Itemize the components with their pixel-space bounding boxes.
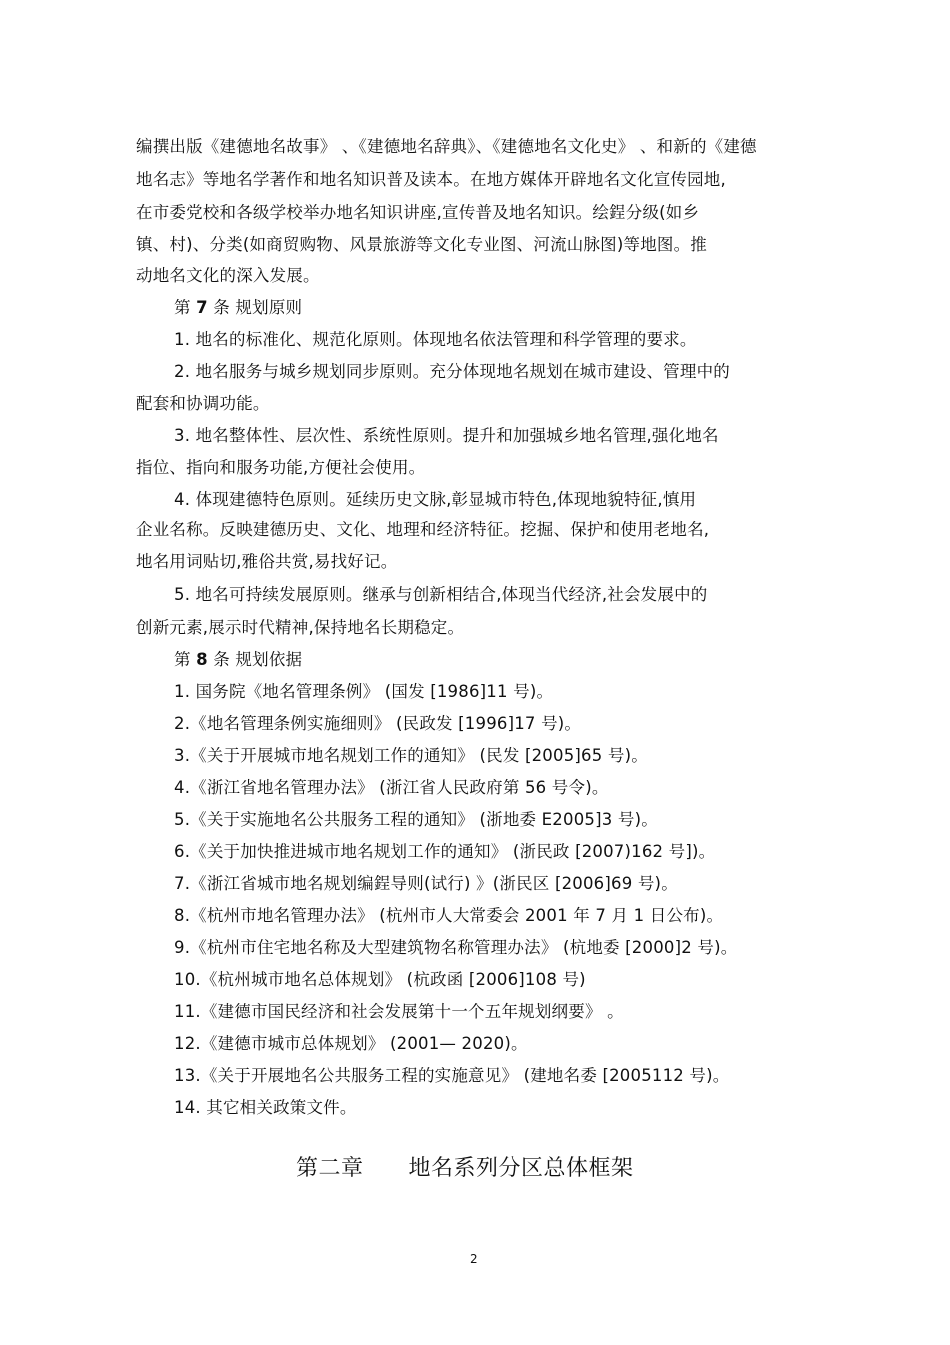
principle-item: 3. 地名整体性、层次性、系统性原则。提升和加强城乡地名管理,强化地名 (174, 426, 719, 445)
basis-item: 9.《杭州市住宅地名称及大型建筑物名称管理办法》 (杭地委 [2000]2 号)。 (174, 938, 738, 957)
principle-item-continued: 企业名称。反映建德历史、文化、地理和经济特征。挖掘、保护和使用老地名, (136, 520, 710, 539)
principle-item: 1. 地名的标准化、规范化原则。体现地名依法管理和科学管理的要求。 (174, 330, 697, 349)
basis-item: 8.《杭州市地名管理办法》 (杭州市人大常委会 2001 年 7 月 1 日公布)。 (174, 906, 724, 925)
article-title: 条 规划依据 (207, 650, 303, 669)
basis-item: 3.《关于开展城市地名规划工作的通知》 (民发 [2005]65 号)。 (174, 746, 648, 765)
page-number: 2 (470, 1252, 478, 1266)
basis-item: 13.《关于开展地名公共服务工程的实施意见》 (建地名委 [2005112 号)。 (174, 1066, 730, 1085)
article-number: 8 (196, 650, 208, 669)
principle-item: 5. 地名可持续发展原则。继承与创新相结合,体现当代经济,社会发展中的 (174, 585, 708, 604)
paragraph-line: 动地名文化的深入发展。 (136, 266, 320, 285)
basis-item: 7.《浙江省城市地名规划编鋥导则(试行) 》(浙民区 [2006]69 号)。 (174, 874, 678, 893)
paragraph-line: 编撰出版《建德地名故事》 、《建德地名辞典》、《建德地名文化史》 、和新的《建德 (136, 137, 757, 156)
basis-item: 10.《杭州城市地名总体规划》 (杭政函 [2006]108 号) (174, 970, 586, 989)
principle-item-continued: 地名用词贴切,雅俗共赏,易找好记。 (136, 552, 398, 571)
principle-item: 2. 地名服务与城乡规划同步原则。充分体现地名规划在城市建设、管理中的 (174, 362, 730, 381)
principle-item: 4. 体现建德特色原则。延续历史文脉,彰显城市特色,体现地貌特征,慎用 (174, 490, 697, 509)
article-prefix: 第 (174, 298, 197, 317)
basis-item: 4.《浙江省地名管理办法》 (浙江省人民政府第 56 号令)。 (174, 778, 609, 797)
basis-item: 11.《建德市国民经济和社会发展第十一个五年规划纲要》 。 (174, 1002, 624, 1021)
article-8-heading (174, 650, 302, 670)
article-title: 条 规划原则 (207, 298, 303, 317)
paragraph-line: 地名志》等地名学著作和地名知识普及读本。在地方媒体开辟地名文化宣传园地, (136, 170, 726, 189)
basis-item: 6.《关于加快推进城市地名规划工作的通知》 (浙民政 [2007)162 号])。 (174, 842, 716, 861)
principle-item-continued: 配套和协调功能。 (136, 394, 270, 413)
basis-item: 2.《地名管理条例实施细则》 (民政发 [1996]17 号)。 (174, 714, 582, 733)
principle-item-continued: 指位、指向和服务功能,方便社会使用。 (136, 458, 426, 477)
article-prefix: 第 (174, 650, 197, 669)
basis-item: 12.《建德市城市总体规划》 (2001— 2020)。 (174, 1034, 528, 1053)
basis-item: 14. 其它相关政策文件。 (174, 1098, 357, 1117)
basis-item: 5.《关于实施地名公共服务工程的通知》 (浙地委 E2005]3 号)。 (174, 810, 658, 829)
chapter-title: 第二章 地名系列分区总体框架 (296, 1156, 634, 1181)
principle-item-continued: 创新元素,展示时代精神,保持地名长期稳定。 (136, 618, 465, 637)
article-number: 7 (196, 298, 208, 317)
paragraph-line: 在市委党校和各级学校举办地名知识讲座,宣传普及地名知识。绘鋥分级(如乡 (136, 203, 700, 222)
basis-item: 1. 国务院《地名管理条例》 (国发 [1986]11 号)。 (174, 682, 554, 701)
article-7-heading (174, 298, 302, 318)
paragraph-line: 镇、村)、分类(如商贸购物、风景旅游等文化专业图、河流山脉图)等地图。推 (136, 235, 708, 254)
